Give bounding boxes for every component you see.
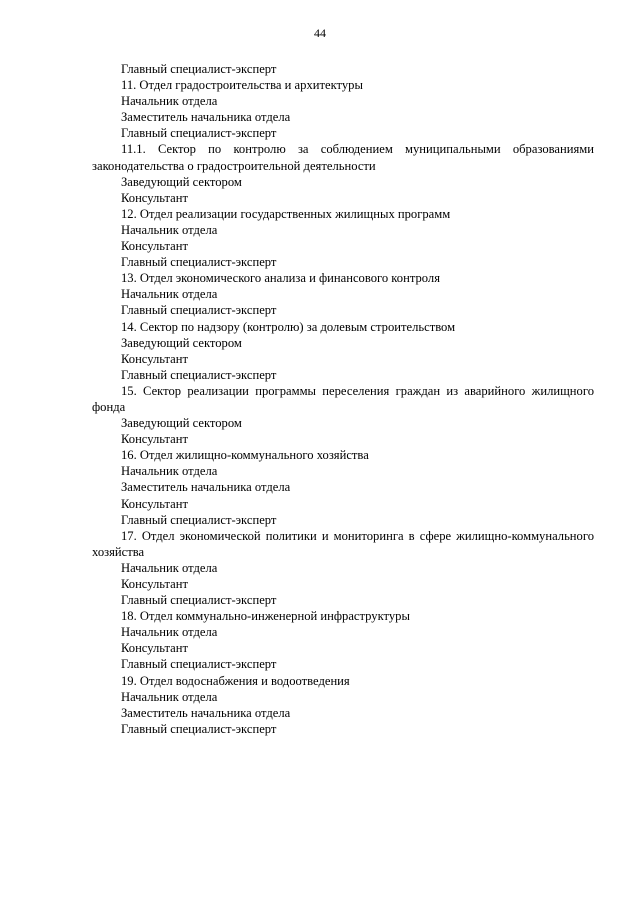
text-line: Начальник отдела xyxy=(121,560,218,575)
text-line: Заместитель начальника отдела xyxy=(121,480,291,495)
text-line: Заведующий сектором xyxy=(121,416,242,431)
text-line: Главный специалист-эксперт xyxy=(121,721,277,736)
text-line: Консультант xyxy=(121,432,189,447)
text-line: 16. Отдел жилищно-коммунального хозяйства xyxy=(121,448,369,463)
text-line: 17. Отдел экономической политики и мониторинга в сфере жилищно-коммунального хозяйства xyxy=(92,528,594,559)
text-line: Консультант xyxy=(121,190,189,205)
text-line: Начальник отдела xyxy=(121,94,218,109)
text-line: 12. Отдел реализации государственных жилищных программ xyxy=(121,206,451,221)
text-line: Заведующий сектором xyxy=(121,335,242,350)
text-line: Заместитель начальника отдела xyxy=(121,110,291,125)
text-line: Начальник отдела xyxy=(121,287,218,302)
text-line: Главный специалист-эксперт xyxy=(121,62,277,76)
text-line: 11.1. Сектор по контролю за соблюдением муниципальными образованиями законодательства о градостроительной деятельности xyxy=(92,142,594,173)
text-line: Консультант xyxy=(121,496,189,511)
text-line: Консультант xyxy=(121,239,189,254)
text-line: Главный специалист-эксперт xyxy=(121,255,277,270)
text-line: Заведующий сектором xyxy=(121,174,242,189)
text-line: Начальник отдела xyxy=(121,464,218,479)
text-line: 15. Сектор реализации программы переселения граждан из аварийного жилищного фонда xyxy=(92,383,594,414)
text-line: Начальник отдела xyxy=(121,222,218,237)
text-line: Главный специалист-эксперт xyxy=(121,512,277,527)
text-line: 11. Отдел градостроительства и архитектуры xyxy=(121,78,363,93)
text-line: Главный специалист-эксперт xyxy=(121,303,277,318)
text-line: Консультант xyxy=(121,351,189,366)
page-number: 44 xyxy=(314,26,326,40)
text-line: Главный специалист-эксперт xyxy=(121,657,277,672)
text-line: Главный специалист-эксперт xyxy=(121,367,277,382)
text-line: Начальник отдела xyxy=(121,625,218,640)
text-line: Главный специалист-эксперт xyxy=(121,126,277,141)
text-line: Консультант xyxy=(121,641,189,656)
text-line: Заместитель начальника отдела xyxy=(121,705,291,720)
text-line: 19. Отдел водоснабжения и водоотведения xyxy=(121,673,350,688)
text-line: Начальник отдела xyxy=(121,689,218,704)
text-line: Консультант xyxy=(121,577,189,591)
text-line: 13. Отдел экономического анализа и финансового контроля xyxy=(121,271,440,286)
text-line: Главный специалист-эксперт xyxy=(121,593,277,608)
text-line: 18. Отдел коммунально-инженерной инфраструктуры xyxy=(121,609,410,624)
document-body xyxy=(92,61,594,737)
text-line: 14. Сектор по надзору (контролю) за долевым строительством xyxy=(121,319,456,334)
